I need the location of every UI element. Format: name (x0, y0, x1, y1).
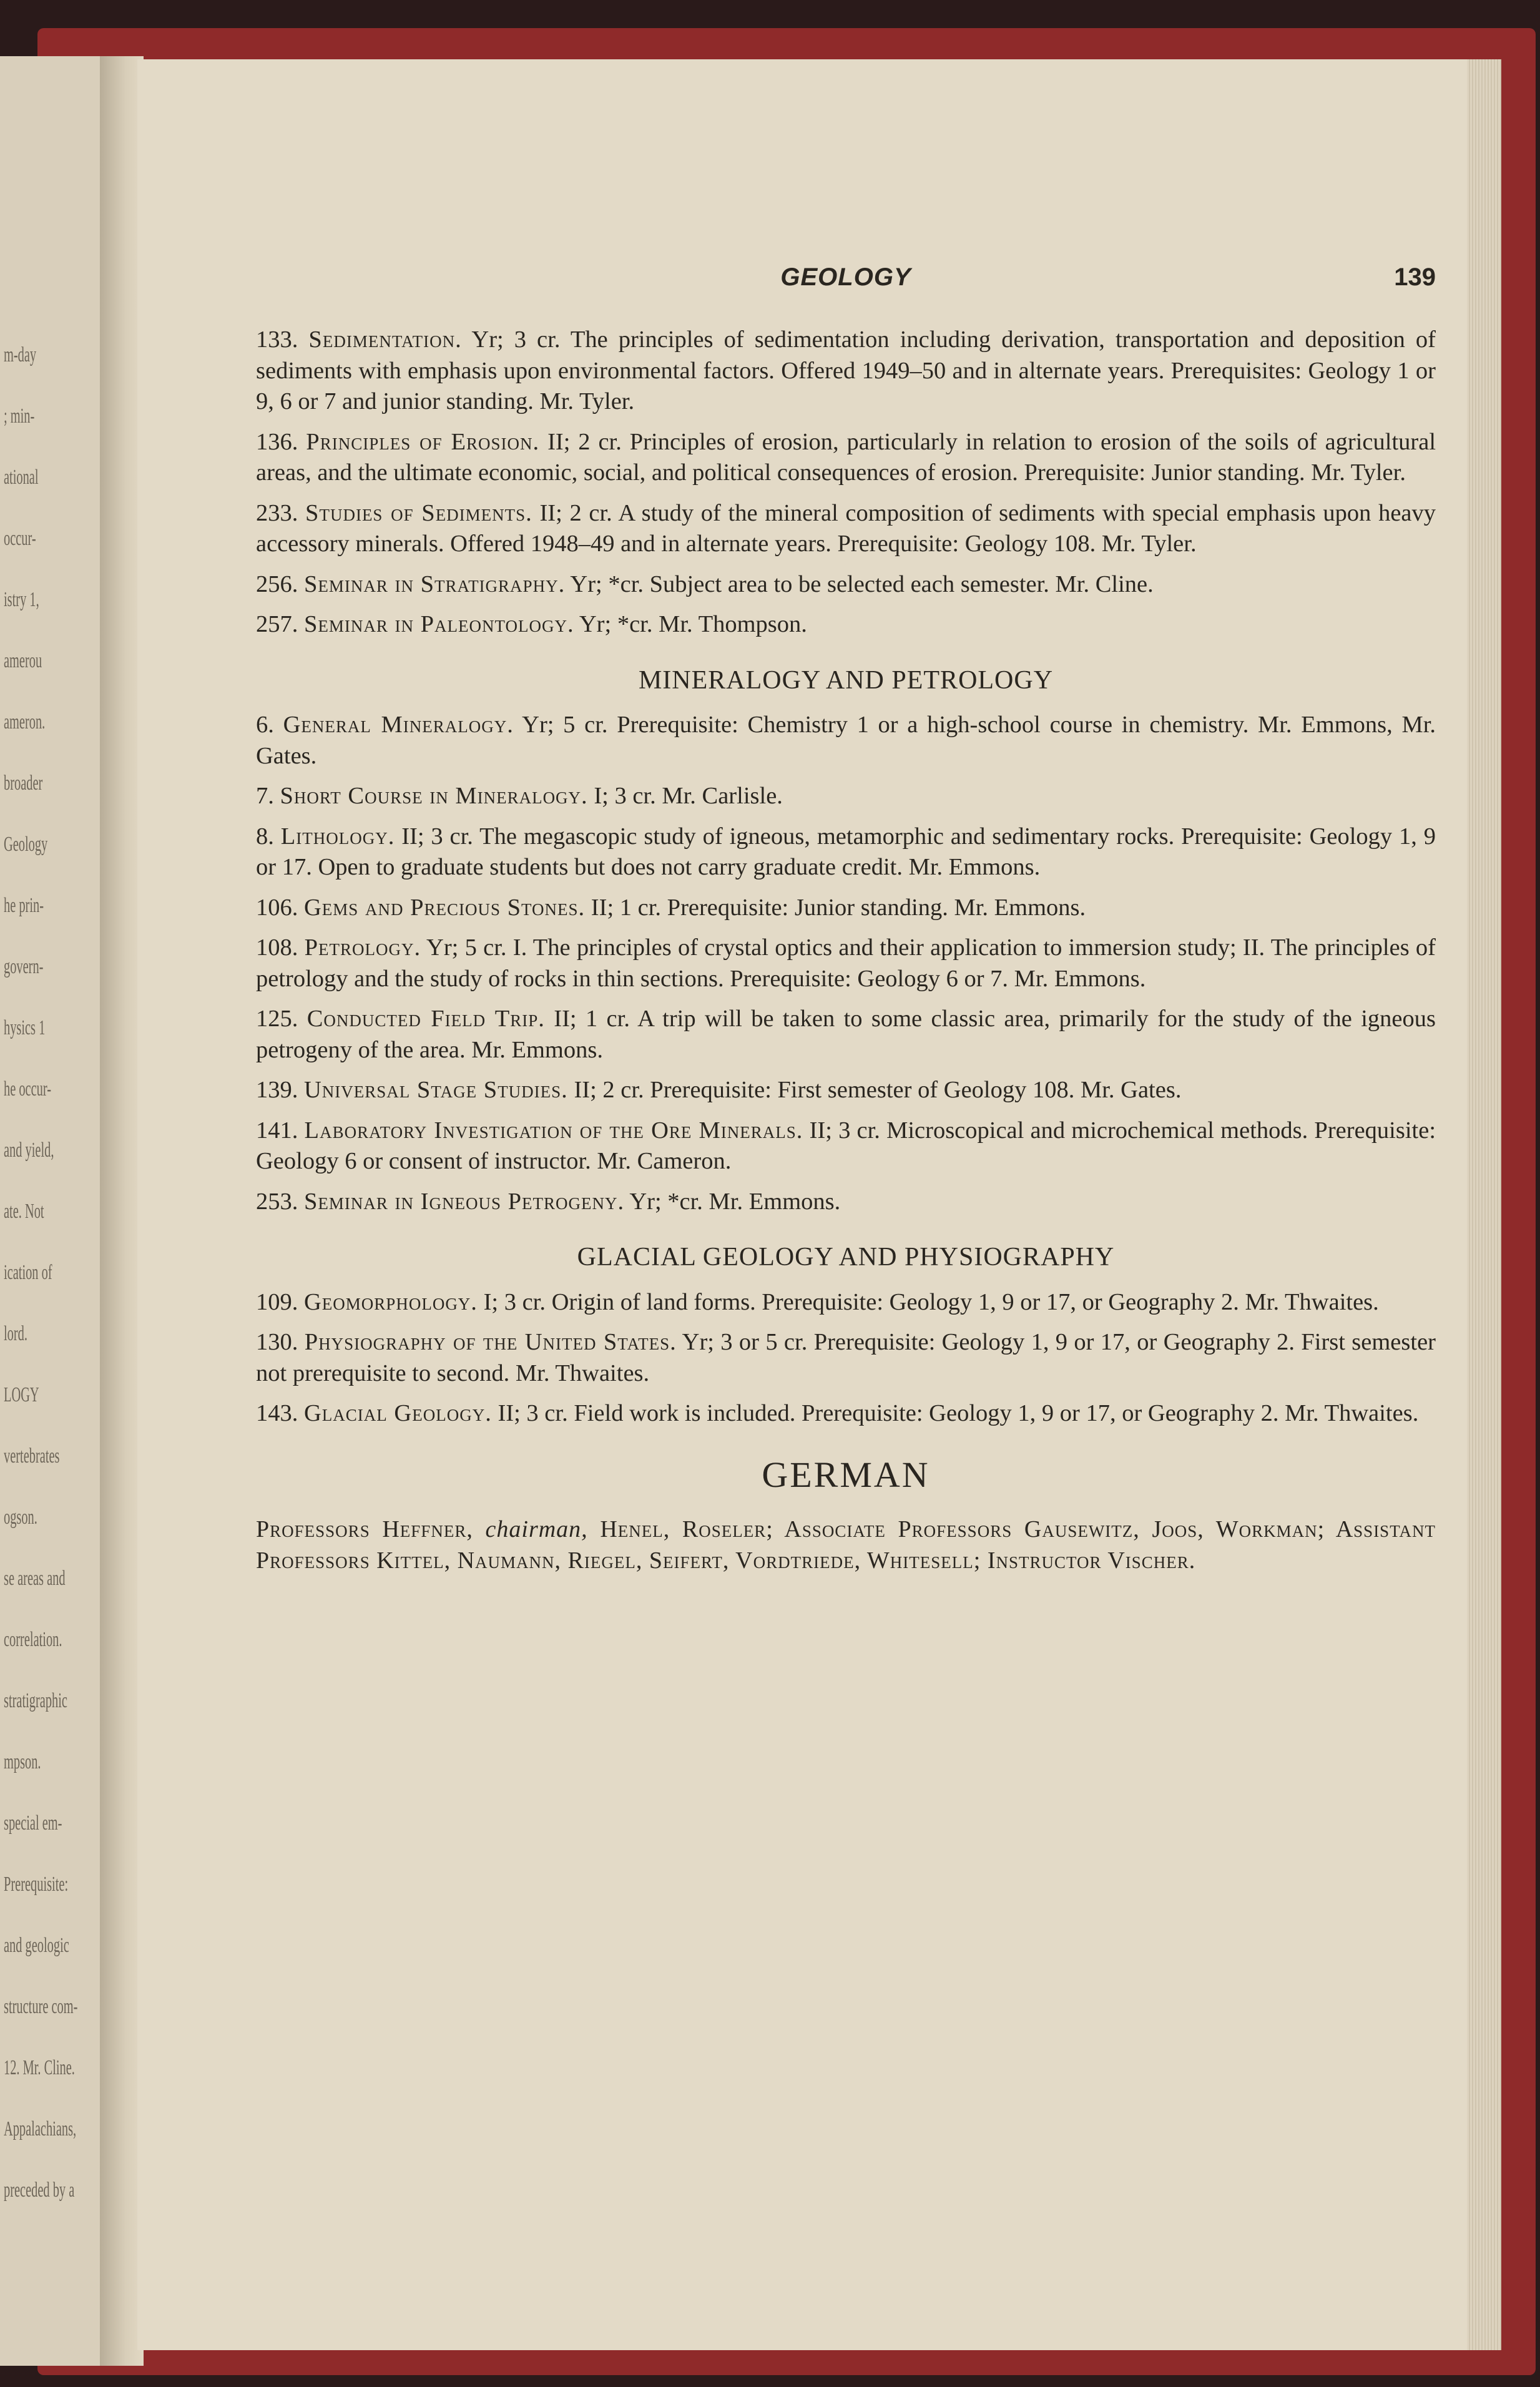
course-number: 256. (256, 571, 298, 597)
facing-page-fragment: m-day (4, 343, 37, 366)
section-heading: GLACIAL GEOLOGY AND PHYSIOGRAPHY (577, 1243, 1115, 1272)
facing-page-fragment: istry 1, (4, 588, 39, 611)
facing-page-fragment: and yield, (4, 1139, 54, 1162)
course-title: Gems and Precious Stones. (304, 894, 586, 921)
facing-page-fragment: hysics 1 (4, 1016, 46, 1039)
facing-page-fragment: ication of (4, 1261, 52, 1284)
facing-page-fragment: Appalachians, (4, 2117, 77, 2140)
course-description: Yr; 3 or 5 cr. Prerequisite: Geology 1, 9 or 17, or Geography 2. First semester not prerequisite to second. Mr. Thwaites. (256, 1329, 1436, 1386)
chairman-label: chairman, (485, 1516, 588, 1542)
course-description: Yr; 3 cr. The principles of sedimentation including derivation, transportation and deposition of sediments with emphasis upon environmental factors. Offered 1949–50 and in alternate years. Prerequisites: Geology 1 or 9, 6 or 7 and junior standing. Mr. Tyler. (256, 326, 1436, 414)
facing-page-fragment: ; min- (4, 404, 35, 428)
facing-page-fragment: govern- (4, 955, 44, 978)
facing-page-fragment: 12. Mr. Cline. (4, 2056, 75, 2079)
course-description: Yr; *cr. Mr. Thompson. (579, 611, 807, 637)
course-entry (256, 1187, 1436, 1218)
course-description: Yr; *cr. Subject area to be selected each semester. Mr. Cline. (570, 571, 1154, 597)
course-description: II; 3 cr. Field work is included. Prerequisite: Geology 1, 9 or 17, or Geography 2. Mr. Thwaites. (498, 1400, 1419, 1426)
facing-page-fragment: Geology (4, 833, 48, 856)
course-title: Lithology. (280, 823, 395, 850)
course-title: Universal Stage Studies. (304, 1077, 568, 1103)
facing-page-fragment: occur- (4, 527, 36, 550)
facing-page-fragment: se areas and (4, 1567, 66, 1590)
course-number: 8. (256, 823, 274, 850)
course-description: II; 1 cr. Prerequisite: Junior standing. Mr. Emmons. (591, 894, 1086, 921)
course-title: Glacial Geology. (304, 1400, 492, 1426)
course-description: Yr; 5 cr. I. The principles of crystal optics and their application to immersion study; II. The principles of petrology and the study of rocks in thin sections. Prerequisite: Geology 6 or 7. Mr. Emmons. (256, 934, 1436, 992)
course-description: II; 3 cr. Microscopical and microchemical methods. Prerequisite: Geology 6 or consent of instructor. Mr. Cameron. (256, 1117, 1436, 1174)
course-number: 125. (256, 1006, 298, 1032)
course-entry (256, 1075, 1436, 1106)
course-title: Seminar in Stratigraphy. (304, 571, 566, 597)
course-entry (256, 609, 1436, 640)
course-number: 7. (256, 783, 274, 809)
course-description: II; 2 cr. A study of the mineral composition of sediments with special emphasis upon heavy accessory minerals. Offered 1948–49 and in alternate years. Prerequisite: Geology 108. Mr. Tyler. (256, 499, 1436, 557)
course-number: 141. (256, 1117, 298, 1144)
course-number: 130. (256, 1329, 298, 1355)
facing-page-fragment: ameron. (4, 710, 46, 733)
course-number: 253. (256, 1188, 298, 1215)
course-title: Geomorphology. (304, 1288, 478, 1315)
course-entry (256, 1327, 1436, 1389)
course-entry (256, 325, 1436, 418)
section-heading: MINERALOGY AND PETROLOGY (638, 665, 1054, 695)
course-entry (256, 893, 1436, 924)
course-number: 139. (256, 1077, 298, 1103)
course-entry (256, 821, 1436, 883)
course-title: Laboratory Investigation of the Ore Minerals. (304, 1117, 803, 1144)
facing-page-fragment: he prin- (4, 894, 44, 917)
course-title: Sedimentation. (308, 326, 462, 353)
facing-page-fragment: amerou (4, 649, 42, 672)
course-entry (256, 1115, 1436, 1177)
faculty-list-part-2: Henel, Roseler; Associate Professors Gausewitz, Joos, Workman; Assistant Professors Kittel, Naumann, Riegel, Seifert, Vordtriede, Whitesell; Instructor Vischer. (256, 1516, 1436, 1574)
running-head-title: GEOLOGY (780, 263, 911, 291)
course-sections (256, 325, 1436, 1429)
course-title: Seminar in Igneous Petrogeny. (304, 1188, 625, 1215)
facing-page-fragment: mpson. (4, 1750, 41, 1773)
course-number: 257. (256, 611, 298, 637)
facing-page-fragment: stratigraphic (4, 1689, 67, 1712)
page-edges (1467, 59, 1501, 2350)
facing-page (0, 56, 101, 2366)
facing-page-fragment: he occur- (4, 1077, 52, 1100)
department-heading: GERMAN (762, 1454, 930, 1495)
course-description: Yr; 5 cr. Prerequisite: Chemistry 1 or a high-school course in chemistry. Mr. Emmons, Mr. Gates. (256, 712, 1436, 769)
facing-page-fragment: ate. Not (4, 1200, 44, 1223)
course-description: I; 3 cr. Mr. Carlisle. (594, 783, 783, 809)
facing-page-fragment: broader (4, 772, 43, 795)
facing-page-fragment: Prerequisite: (4, 1873, 69, 1896)
facing-page-fragment: structure com- (4, 1995, 78, 2018)
facing-page-fragment: correlation. (4, 1628, 62, 1651)
course-description: I; 3 cr. Origin of land forms. Prerequisite: Geology 1, 9 or 17, or Geography 2. Mr. Thwaites. (483, 1288, 1379, 1315)
page-content (256, 262, 1436, 1600)
course-title: Principles of Erosion. (306, 428, 540, 455)
course-description: II; 3 cr. The megascopic study of igneous, metamorphic and sedimentary rocks. Prerequisite: Geology 1, 9 or 17. Open to graduate students but does not carry graduate credit. Mr. Emmons. (256, 823, 1436, 880)
course-description: II; 2 cr. Principles of erosion, particularly in relation to erosion of the soils of agricultural areas, and the ultimate economic, social, and political consequences of erosion. Prerequisite: Junior standing. Mr. Tyler. (256, 428, 1436, 486)
facing-page-fragment: lord. (4, 1322, 27, 1345)
course-title: Conducted Field Trip. (307, 1006, 545, 1032)
course-description: Yr; *cr. Mr. Emmons. (629, 1188, 841, 1215)
course-number: 109. (256, 1288, 298, 1315)
course-number: 143. (256, 1400, 298, 1426)
course-title: General Mineralogy. (283, 712, 514, 738)
facing-page-fragment: preceded by a (4, 2179, 75, 2202)
course-number: 133. (256, 326, 298, 353)
course-entry (256, 498, 1436, 560)
course-number: 233. (256, 499, 298, 526)
course-number: 136. (256, 428, 298, 455)
course-entry (256, 1004, 1436, 1066)
course-title: Studies of Sediments. (305, 499, 532, 526)
course-entry (256, 710, 1436, 772)
course-title: Physiography of the United States. (304, 1329, 677, 1355)
facing-page-fragment: LOGY (4, 1383, 39, 1406)
course-description: II; 2 cr. Prerequisite: First semester of Geology 108. Mr. Gates. (574, 1077, 1182, 1103)
course-entry (256, 1287, 1436, 1318)
facing-page-fragment: special em- (4, 1811, 62, 1835)
facing-page-fragment: and geologic (4, 1934, 69, 1957)
faculty-list-part-1: Professors Heffner, (256, 1516, 473, 1542)
course-title: Petrology. (304, 934, 421, 961)
facing-page-fragment: vertebrates (4, 1444, 60, 1468)
course-entry (256, 781, 1436, 812)
course-title: Short Course in Mineralogy. (280, 783, 588, 809)
course-number: 6. (256, 712, 274, 738)
page-number: 139 (1394, 263, 1436, 291)
course-number: 106. (256, 894, 298, 921)
course-description: II; 1 cr. A trip will be taken to some classic area, primarily for the study of the igneous petrogeny of the area. Mr. Emmons. (256, 1006, 1436, 1063)
facing-page-fragment: ational (4, 466, 39, 489)
course-title: Seminar in Paleontology. (304, 611, 574, 637)
course-entry (256, 427, 1436, 489)
course-entry (256, 1398, 1436, 1429)
course-entry (256, 933, 1436, 994)
facing-page-fragment: ogson. (4, 1506, 37, 1529)
course-number: 108. (256, 934, 298, 961)
faculty-list (256, 1514, 1436, 1576)
course-entry (256, 569, 1436, 600)
running-header (256, 262, 1436, 300)
